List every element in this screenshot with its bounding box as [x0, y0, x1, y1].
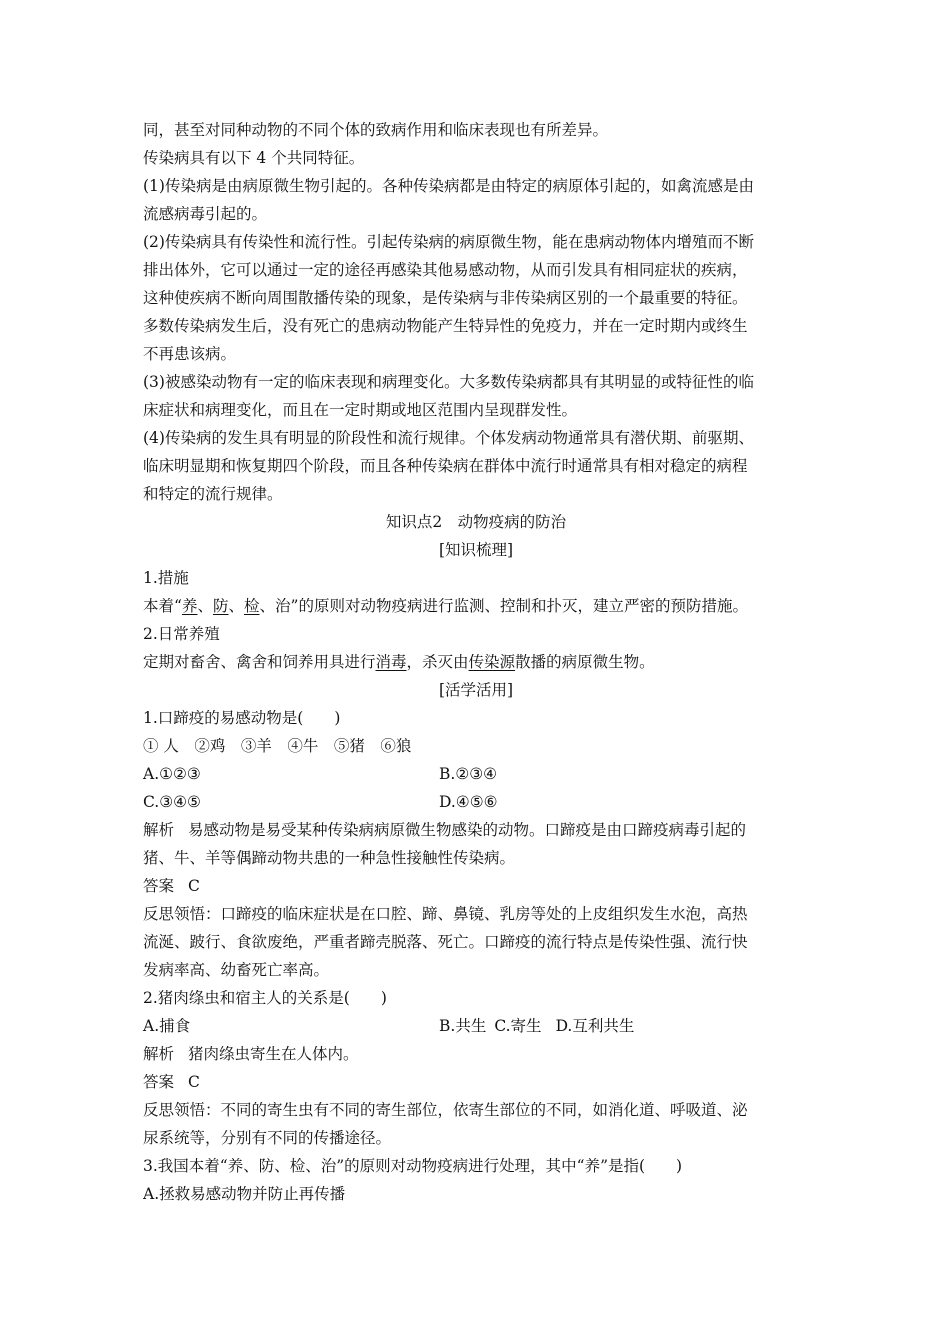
section-title: 知识点2 动物疫病的防治 [385, 513, 567, 531]
paragraph-line: (3)被感染动物有一定的临床表现和病理变化。大多数传染病都具有其明显的或特征性的临 [143, 373, 754, 391]
answer-line [143, 1068, 809, 1096]
question-3 [143, 1152, 809, 1208]
analysis-text: 猪肉绦虫寄生在人体内。 [188, 1045, 359, 1063]
intro-section [143, 116, 809, 508]
reflection-line: 反思领悟：口蹄疫的临床症状是在口腔、蹄、鼻镜、乳房等处的上皮组织发生水泡，高热 [143, 905, 748, 923]
paragraph-line: 这种使疾病不断向周围散播传染的现象，是传染病与非传染病区别的一个最重要的特征。 [143, 289, 748, 307]
analysis-label: 解析 [143, 1045, 175, 1063]
paragraph-line: (2)传染病具有传染性和流行性。引起传染病的病原微生物，能在患病动物体内增殖而不断 [143, 233, 754, 251]
text-run: 散播的病原微生物。 [515, 653, 655, 671]
paragraph-line: 多数传染病发生后，没有死亡的患病动物能产生特异性的免疫力，并在一定时期内或终生 [143, 317, 748, 335]
analysis-line: 猪、牛、羊等偶蹄动物共患的一种急性接触性传染病。 [143, 849, 516, 867]
analysis-line [143, 1040, 809, 1068]
paragraph-line: (1)传染病是由病原微生物引起的。各种传染病都是由特定的病原体引起的，如禽流感是由 [143, 177, 754, 195]
underlined-term: 传染源 [468, 653, 516, 671]
document-page [143, 116, 809, 1208]
practice-heading: [活学活用] [438, 681, 514, 699]
text-run: 、治”的原则对动物疫病进行监测、控制和扑灭，建立严密的预防措施。 [259, 597, 748, 615]
text-run: 本着“ [143, 597, 182, 615]
question-choices: ① 人 ②鸡 ③羊 ④牛 ⑤猪 ⑥狼 [143, 737, 412, 755]
option-a: A.拯救易感动物并防止再传播 [143, 1185, 346, 1203]
paragraph-line: 流感病毒引起的。 [143, 205, 268, 223]
paragraph-line: 同，甚至对同种动物的不同个体的致病作用和临床表现也有所差异。 [143, 121, 609, 139]
answer-value: C [188, 877, 200, 895]
underlined-term: 防 [212, 597, 229, 615]
text-run: 、 [197, 597, 213, 615]
answer-value: C [188, 1073, 200, 1091]
analysis-line [143, 816, 809, 844]
option-d: D.④⑤⑥ [439, 793, 498, 811]
analysis-text: 易感动物是易受某种传染病病原微生物感染的动物。口蹄疫是由口蹄疫病毒引起的 [188, 821, 747, 839]
option-c: C.③④⑤ [143, 793, 201, 811]
option-d: D.互利共生 [555, 1017, 635, 1035]
analysis-label: 解析 [143, 821, 175, 839]
option-b: B.共生 [439, 1017, 487, 1035]
reflection-line: 尿系统等，分别有不同的传播途径。 [143, 1129, 392, 1147]
paragraph-line: 床症状和病理变化，而且在一定时期或地区范围内呈现群发性。 [143, 401, 578, 419]
question-1 [143, 704, 809, 984]
paragraph-line: (4)传染病的发生具有明显的阶段性和流行规律。个体发病动物通常具有潜伏期、前驱期、 [143, 429, 754, 447]
option-group [439, 1012, 634, 1040]
option-a: A.①②③ [143, 765, 201, 783]
paragraph-line: 临床明显期和恢复期四个阶段，而且各种传染病在群体中流行时通常具有相对稳定的病程 [143, 457, 748, 475]
option-b: B.②③④ [439, 765, 498, 783]
question-stem: 1.口蹄疫的易感动物是( ) [143, 709, 341, 727]
question-2 [143, 984, 809, 1152]
daily-breeding-text [143, 648, 809, 676]
paragraph-line: 和特定的流行规律。 [143, 485, 283, 503]
underlined-term: 养 [181, 597, 198, 615]
reflection-line: 流涎、跛行、食欲废绝，严重者蹄壳脱落、死亡。口蹄疫的流行特点是传染性强、流行快 [143, 933, 748, 951]
underlined-term: 检 [244, 597, 260, 615]
item-heading: 1.措施 [143, 569, 189, 587]
measures-text [143, 592, 809, 620]
reflection-line: 反思领悟：不同的寄生虫有不同的寄生部位，依寄生部位的不同，如消化道、呼吸道、泌 [143, 1101, 748, 1119]
answer-label: 答案 [143, 877, 175, 895]
text-run: 定期对畜舍、禽舍和饲养用具进行 [143, 653, 376, 671]
text-run: ，杀灭由 [406, 653, 469, 671]
question-stem: 2.猪肉绦虫和宿主人的关系是( ) [143, 989, 387, 1007]
section-subtitle: [知识梳理] [438, 541, 514, 559]
question-stem: 3.我国本着“养、防、检、治”的原则对动物疫病进行处理，其中“养”是指( ) [143, 1157, 683, 1175]
paragraph-line: 不再患该病。 [143, 345, 237, 363]
answer-line [143, 872, 809, 900]
paragraph-line: 传染病具有以下 4 个共同特征。 [143, 149, 365, 167]
option-a: A.捕食 [143, 1017, 191, 1035]
underlined-term: 消毒 [375, 653, 407, 671]
reflection-line: 发病率高、幼畜死亡率高。 [143, 961, 330, 979]
paragraph-line: 排出体外，它可以通过一定的途径再感染其他易感动物，从而引发具有相同症状的疾病， [143, 261, 748, 279]
option-row [143, 788, 809, 816]
answer-label: 答案 [143, 1073, 175, 1091]
item-heading: 2.日常养殖 [143, 625, 220, 643]
option-row [143, 1012, 809, 1040]
option-row [143, 760, 809, 788]
text-run: 、 [228, 597, 244, 615]
option-c: C.寄生 [494, 1017, 542, 1035]
